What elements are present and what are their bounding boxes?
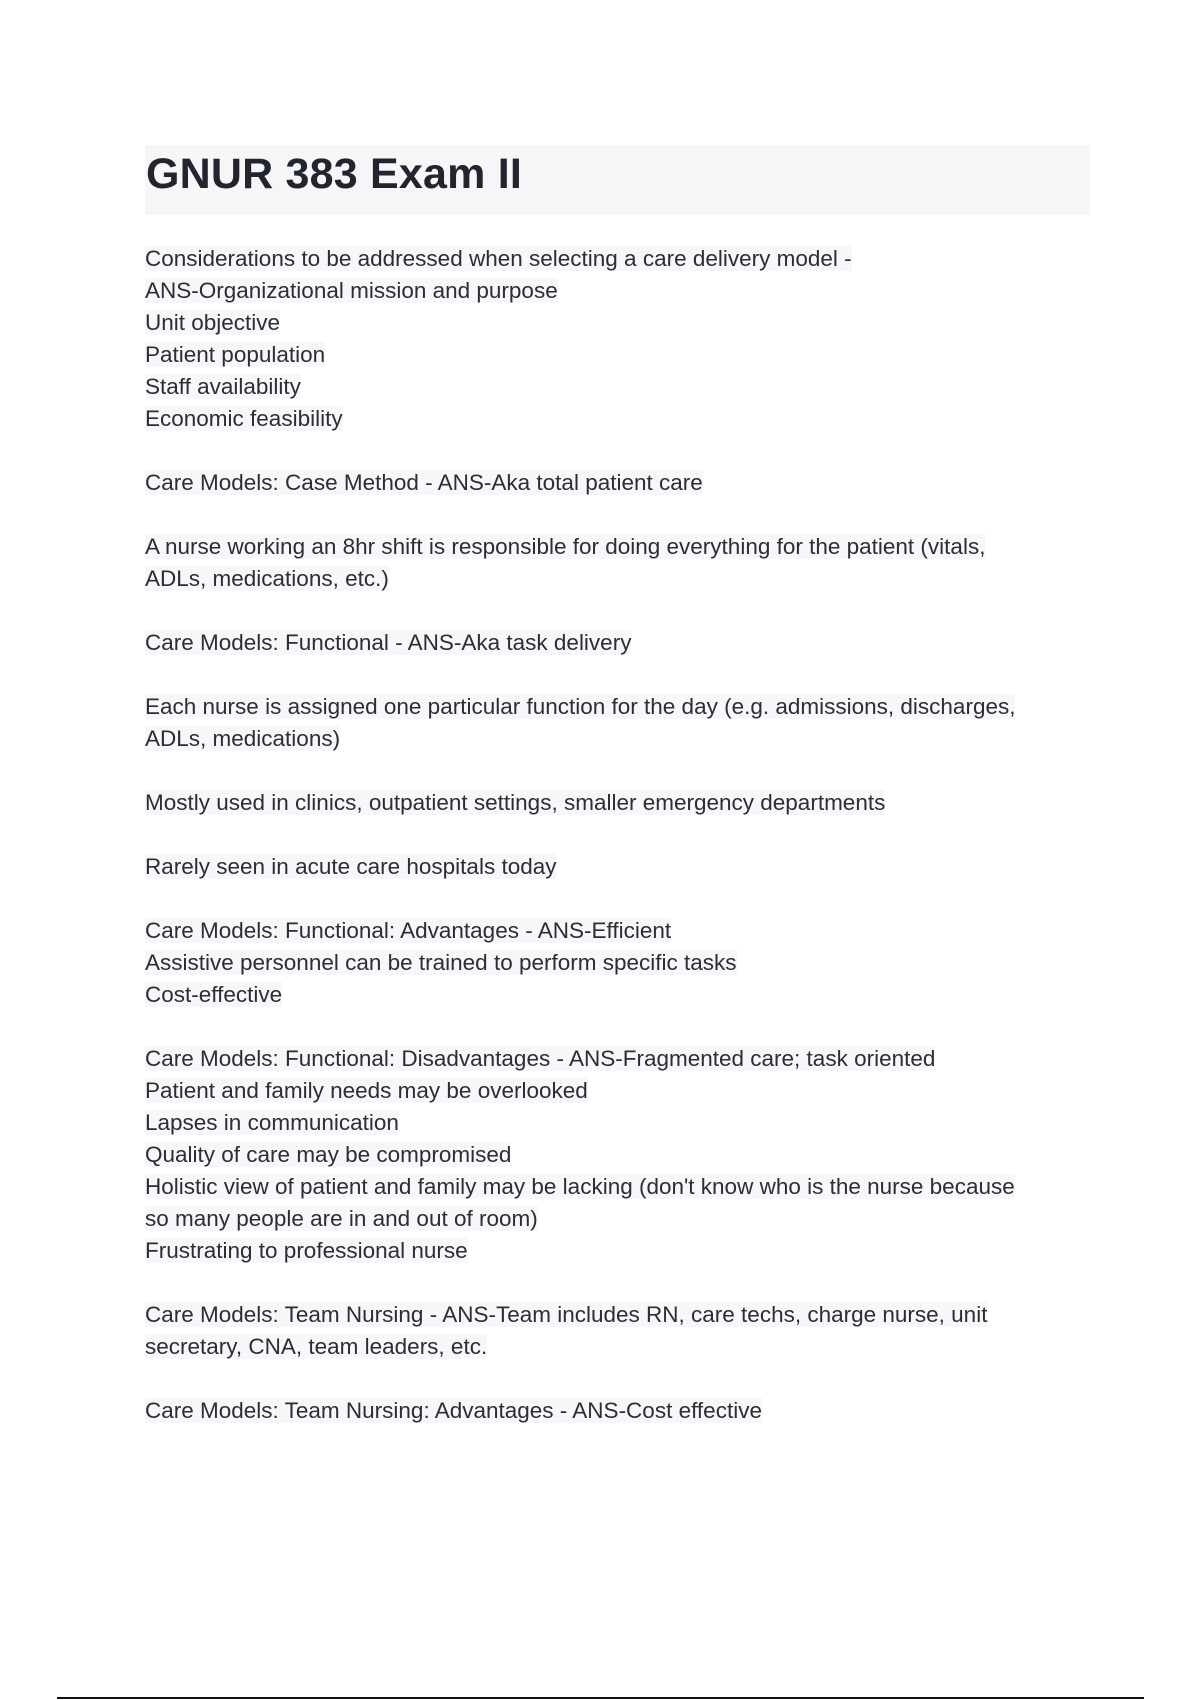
text-block xyxy=(145,467,1090,499)
text-block xyxy=(145,1299,1090,1363)
text-block xyxy=(145,851,1090,883)
text-line: Care Models: Team Nursing: Advantages - ANS-Cost effective xyxy=(145,1398,762,1423)
text-line: Unit objective xyxy=(145,310,281,335)
page-title: GNUR 383 Exam II xyxy=(146,150,523,198)
text-line: ADLs, medications) xyxy=(145,726,341,751)
text-line: Patient and family needs may be overlooked xyxy=(145,1078,588,1103)
text-line: Assistive personnel can be trained to perform specific tasks xyxy=(145,950,737,975)
text-block xyxy=(145,243,1090,435)
text-block xyxy=(145,1043,1090,1267)
text-line: Staff availability xyxy=(145,374,301,399)
text-line: Rarely seen in acute care hospitals today xyxy=(145,854,557,879)
text-block xyxy=(145,915,1090,1011)
text-line: Considerations to be addressed when selecting a care delivery model - xyxy=(145,246,852,271)
text-line: ANS-Organizational mission and purpose xyxy=(145,278,558,303)
text-line: Care Models: Functional - ANS-Aka task delivery xyxy=(145,630,632,655)
text-line: so many people are in and out of room) xyxy=(145,1206,538,1231)
text-block xyxy=(145,787,1090,819)
footer-divider xyxy=(57,1697,1144,1699)
text-block xyxy=(145,627,1090,659)
text-line: Mostly used in clinics, outpatient settings, smaller emergency departments xyxy=(145,790,886,815)
text-line: secretary, CNA, team leaders, etc. xyxy=(145,1334,488,1359)
text-line: Care Models: Case Method - ANS-Aka total patient care xyxy=(145,470,703,495)
text-line: ADLs, medications, etc.) xyxy=(145,566,389,591)
text-line: Each nurse is assigned one particular function for the day (e.g. admissions, discharges, xyxy=(145,694,1016,719)
text-line: Holistic view of patient and family may be lacking (don't know who is the nurse because xyxy=(145,1174,1015,1199)
text-block xyxy=(145,1395,1090,1427)
text-line: Cost-effective xyxy=(145,982,283,1007)
text-line: Economic feasibility xyxy=(145,406,343,431)
text-line: Lapses in communication xyxy=(145,1110,399,1135)
text-line: A nurse working an 8hr shift is responsible for doing everything for the patient (vitals, xyxy=(145,534,986,559)
document-body xyxy=(145,243,1090,1459)
text-line: Quality of care may be compromised xyxy=(145,1142,512,1167)
text-line: Frustrating to professional nurse xyxy=(145,1238,468,1263)
text-line: Care Models: Functional: Advantages - ANS-Efficient xyxy=(145,918,672,943)
text-line: Care Models: Team Nursing - ANS-Team includes RN, care techs, charge nurse, unit xyxy=(145,1302,988,1327)
text-line: Care Models: Functional: Disadvantages - ANS-Fragmented care; task oriented xyxy=(145,1046,936,1071)
text-block xyxy=(145,531,1090,595)
text-line: Patient population xyxy=(145,342,326,367)
text-block xyxy=(145,691,1090,755)
